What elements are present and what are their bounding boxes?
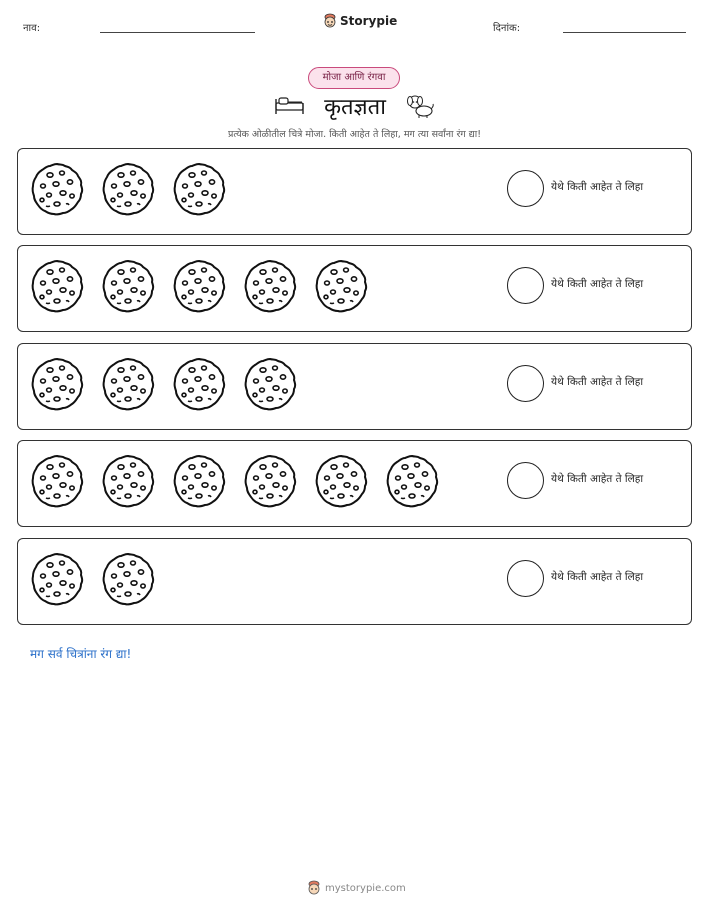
answer-circle[interactable] xyxy=(507,170,544,207)
cookie-icon[interactable] xyxy=(30,357,84,411)
cookie-icon[interactable] xyxy=(30,162,84,216)
cookie-icon[interactable] xyxy=(172,454,226,508)
write-count-label: येथे किती आहेत ते लिहा xyxy=(551,376,644,388)
storypie-mascot-icon xyxy=(323,13,337,29)
cookie-icon[interactable] xyxy=(30,454,84,508)
worksheet-title: कृतज्ञता xyxy=(324,95,386,120)
brand xyxy=(323,13,397,29)
cookie-icon[interactable] xyxy=(243,357,297,411)
cookie-icon[interactable] xyxy=(385,454,439,508)
write-count-label: येथे किती आहेत ते लिहा xyxy=(551,181,644,193)
cookie-icon[interactable] xyxy=(243,454,297,508)
counting-row xyxy=(17,343,692,430)
write-count-label: येथे किती आहेत ते लिहा xyxy=(551,571,644,583)
cookie-icon[interactable] xyxy=(30,552,84,606)
date-line[interactable] xyxy=(563,32,686,33)
puppy-icon xyxy=(405,93,435,119)
counting-row xyxy=(17,440,692,527)
counting-row xyxy=(17,245,692,332)
name-label: नाव: xyxy=(23,23,41,34)
write-count-label: येथे किती आहेत ते लिहा xyxy=(551,278,644,290)
cookie-icon[interactable] xyxy=(30,259,84,313)
cookie-icon[interactable] xyxy=(101,454,155,508)
cookie-icon[interactable] xyxy=(172,162,226,216)
coloring-note: मग सर्व चित्रांना रंग द्या! xyxy=(30,647,132,661)
counting-row xyxy=(17,538,692,625)
write-count-label: येथे किती आहेत ते लिहा xyxy=(551,473,644,485)
storypie-mascot-icon xyxy=(307,880,321,896)
answer-circle[interactable] xyxy=(507,462,544,499)
name-line[interactable] xyxy=(100,32,255,33)
cookie-icon[interactable] xyxy=(314,454,368,508)
cookie-icon[interactable] xyxy=(101,162,155,216)
instructions: प्रत्येक ओळीतील चित्रे मोजा. किती आहेत ते लिहा, मग त्या सर्वांना रंग द्या! xyxy=(227,129,482,140)
cookie-icon[interactable] xyxy=(101,357,155,411)
answer-circle[interactable] xyxy=(507,365,544,402)
site-footer xyxy=(307,880,406,896)
brand-name: Storypie xyxy=(340,14,398,28)
cookie-icon[interactable] xyxy=(172,259,226,313)
activity-tag: मोजा आणि रंगवा xyxy=(308,67,400,89)
answer-circle[interactable] xyxy=(507,560,544,597)
cookie-icon[interactable] xyxy=(172,357,226,411)
counting-row xyxy=(17,148,692,235)
cookie-icon[interactable] xyxy=(101,552,155,606)
cookie-icon[interactable] xyxy=(314,259,368,313)
site-url: mystorypie.com xyxy=(325,882,406,894)
cookie-icon[interactable] xyxy=(101,259,155,313)
date-label: दिनांक: xyxy=(493,23,521,34)
cookie-icon[interactable] xyxy=(243,259,297,313)
answer-circle[interactable] xyxy=(507,267,544,304)
